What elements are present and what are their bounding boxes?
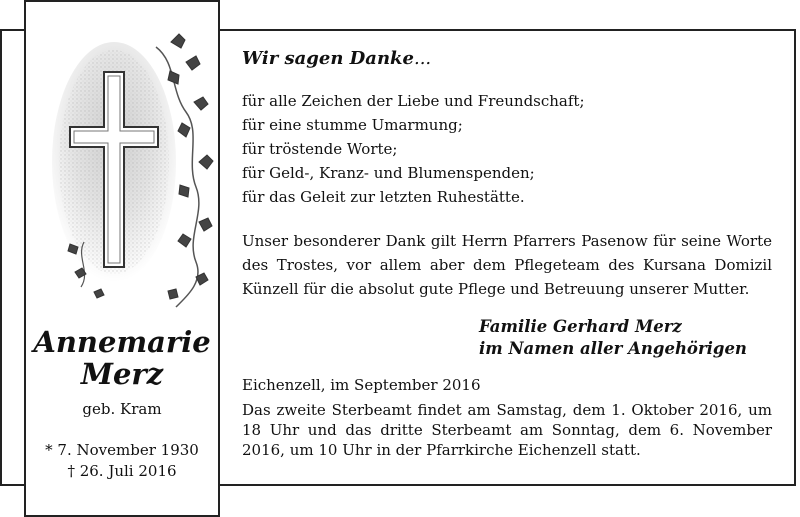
cross-icon: [36, 22, 216, 317]
service-note: Das zweite Sterbeamt findet am Samstag, dem 1. Oktober 2016, um 18 Uhr und das dritte Sterbeamt am Sonntag, dem 6. November 2016, um 10 Uhr in der Pfarrkirche Eichenzell statt.: [242, 401, 772, 459]
list-item: für eine stumme Umarmung;: [242, 116, 463, 134]
signature-line-family: Familie Gerhard Merz: [479, 317, 682, 336]
list-item: für das Geleit zur letzten Ruhestätte.: [242, 188, 525, 206]
heading-text: Wir sagen Danke: [242, 48, 414, 69]
thanks-heading: [242, 48, 772, 69]
list-item: für alle Zeichen der Liebe und Freundschaft;: [242, 92, 585, 110]
place-date: Eichenzell, im September 2016: [242, 376, 481, 394]
thanks-list: [242, 89, 772, 209]
birth-name: geb. Kram: [82, 400, 162, 418]
deceased-last-name: Merz: [80, 357, 164, 391]
special-thanks-paragraph: Unser besonderer Dank gilt Herrn Pfarrers Pasenow für seine Worte des Trostes, vor allem aber dem Pflegeteam des Kursana Domizil Künzell für die absolut gute Pflege und Betreuung unserer Mutter.: [242, 232, 772, 298]
birth-date: * 7. November 1930: [45, 441, 199, 459]
signature-line-relatives: im Namen aller Angehörigen: [479, 339, 747, 358]
thanks-content: [242, 48, 772, 460]
list-item: für tröstende Worte;: [242, 140, 398, 158]
memorial-panel: [24, 0, 220, 517]
life-dates: [26, 440, 218, 482]
list-item: für Geld-, Kranz- und Blumenspenden;: [242, 164, 535, 182]
heading-ellipsis: ...: [413, 48, 432, 69]
deceased-first-name: Annemarie: [33, 325, 211, 359]
signature: [479, 316, 772, 360]
death-date: † 26. Juli 2016: [67, 462, 177, 480]
